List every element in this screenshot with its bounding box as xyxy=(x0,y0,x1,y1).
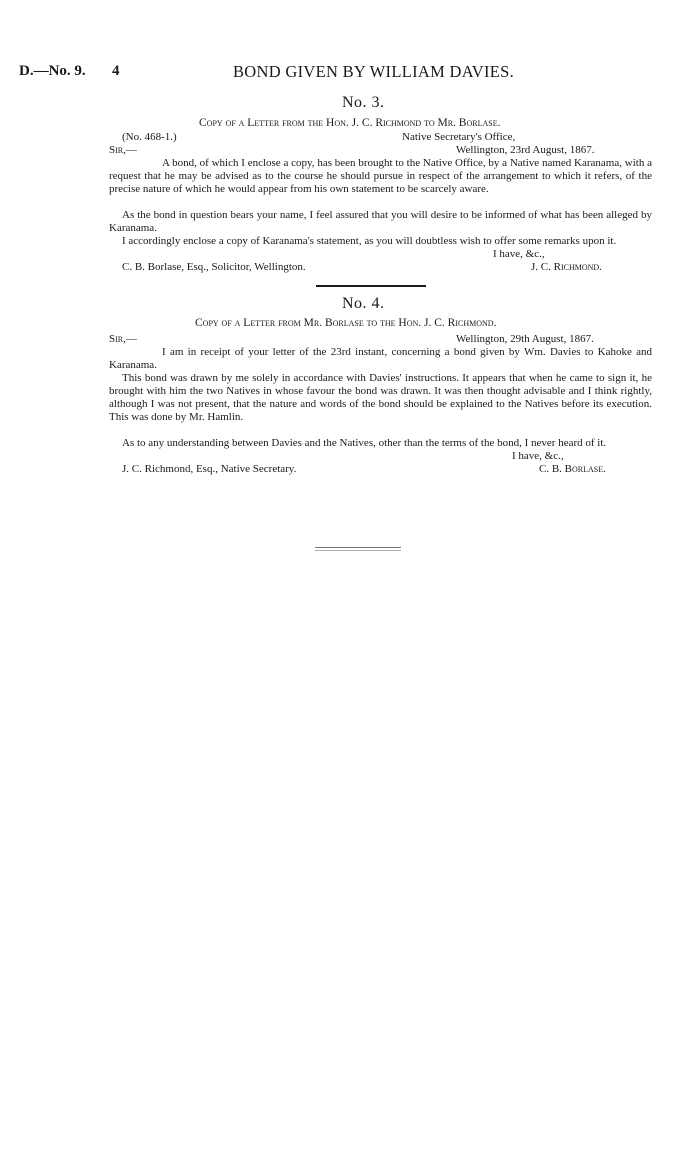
letter-3-closing: I have, &c., xyxy=(493,248,545,260)
end-divider xyxy=(315,547,401,548)
letter-3-paragraph-3: I accordingly enclose a copy of Karanama's statement, as you will doubtless wish to offer some remarks upon it. xyxy=(122,235,617,247)
letter-4-paragraph-2: This bond was drawn by me solely in accordance with Davies' instructions. It appears that when he came to sign it, he brought with him the two Natives in whose favour the bond was drawn. It was then thought advisable and I think rightly, although I was not present, that the nature and words of the bond should be explained to the Natives before its execution. This was done by Mr. Hamlin. xyxy=(109,372,652,423)
letter-4-salutation: Sir,— xyxy=(109,333,137,345)
letter-3-reference: (No. 468-1.) xyxy=(122,131,177,143)
document-reference: D.—No. 9. xyxy=(19,63,86,79)
page-number: 4 xyxy=(112,63,120,79)
letter-3-caption: Copy of a Letter from the Hon. J. C. Richmond to Mr. Borlase. xyxy=(199,117,501,129)
letter-4-caption: Copy of a Letter from Mr. Borlase to the Hon. J. C. Richmond. xyxy=(195,317,497,329)
letter-4-paragraph-1: I am in receipt of your letter of the 23rd instant, concerning a bond given by Wm. Davies to Kahoke and Karanama. xyxy=(109,346,652,371)
letter-4-number: No. 4. xyxy=(342,295,385,312)
page-title: BOND GIVEN BY WILLIAM DAVIES. xyxy=(233,62,515,81)
letter-3-addressee: C. B. Borlase, Esq., Solicitor, Wellington. xyxy=(122,261,306,273)
letter-3-salutation: Sir,— xyxy=(109,144,137,156)
letter-4-date: Wellington, 29th August, 1867. xyxy=(456,333,594,345)
letter-3-paragraph-2: As the bond in question bears your name, I feel assured that you will desire to be informed of what has been alleged by Karanama. xyxy=(109,209,652,234)
letter-4-signature: C. B. Borlase. xyxy=(539,463,606,475)
letter-3-office: Native Secretary's Office, xyxy=(402,131,516,143)
section-divider xyxy=(316,285,426,287)
letter-4-closing: I have, &c., xyxy=(512,450,564,462)
letter-3-signature: J. C. Richmond. xyxy=(531,261,602,273)
letter-4-paragraph-3: As to any understanding between Davies and the Natives, other than the terms of the bond, I never heard of it. xyxy=(122,437,607,449)
letter-3-paragraph-1: A bond, of which I enclose a copy, has been brought to the Native Office, by a Native named Karanama, with a request that he may be advised as to the course he should pursue in respect of the arrangement to which it refers, of the precise nature of which he would appear from his own statement to be scarcely aware. xyxy=(109,157,652,195)
letter-3-date: Wellington, 23rd August, 1867. xyxy=(456,144,595,156)
letter-4-addressee: J. C. Richmond, Esq., Native Secretary. xyxy=(122,463,297,475)
end-divider-secondary xyxy=(315,550,401,551)
letter-3-number: No. 3. xyxy=(342,94,385,111)
